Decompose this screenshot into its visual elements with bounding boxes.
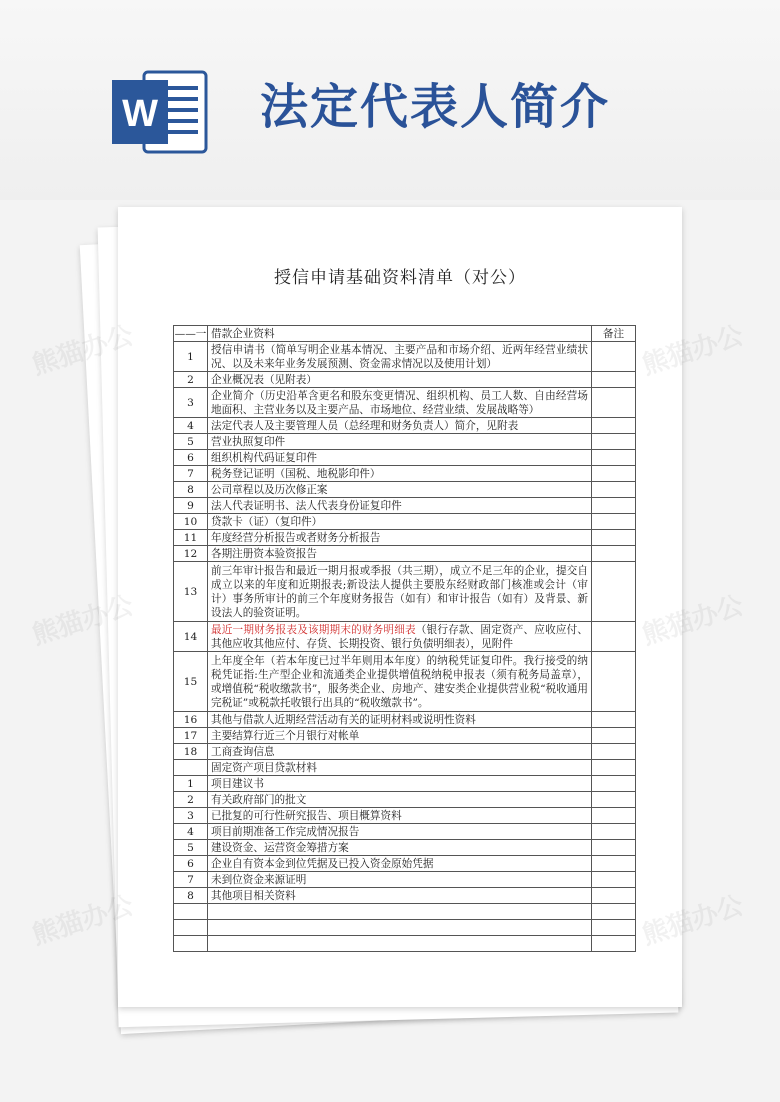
table-row bbox=[174, 326, 636, 342]
word-logo-icon bbox=[110, 68, 208, 156]
table-row bbox=[174, 776, 636, 792]
table-row bbox=[174, 824, 636, 840]
row-text bbox=[208, 622, 592, 652]
row-number bbox=[174, 920, 208, 936]
table-row bbox=[174, 434, 636, 450]
table-row bbox=[174, 450, 636, 466]
table-row bbox=[174, 546, 636, 562]
row-number: 16 bbox=[174, 712, 208, 728]
row-text bbox=[208, 936, 592, 952]
row-number: 14 bbox=[174, 622, 208, 652]
row-number: 4 bbox=[174, 418, 208, 434]
document-title: 授信申请基础资料清单（对公） bbox=[274, 268, 526, 288]
table-row bbox=[174, 498, 636, 514]
row-text: 企业简介（历史沿革含更名和股东变更情况、组织机构、员工人数、自由经营场地面积、主营业务以及主要产品、市场地位、经营业绩、发展战略等） bbox=[208, 388, 592, 418]
row-remark bbox=[592, 792, 636, 808]
table-row bbox=[174, 792, 636, 808]
row-remark bbox=[592, 514, 636, 530]
row-number: 7 bbox=[174, 466, 208, 482]
row-remark bbox=[592, 728, 636, 744]
row-remark bbox=[592, 744, 636, 760]
row-number bbox=[174, 760, 208, 776]
row-remark bbox=[592, 530, 636, 546]
row-remark bbox=[592, 342, 636, 372]
row-number: 13 bbox=[174, 562, 208, 622]
row-text: 各期注册资本验资报告 bbox=[208, 546, 592, 562]
table-row bbox=[174, 888, 636, 904]
row-remark bbox=[592, 760, 636, 776]
table-row bbox=[174, 466, 636, 482]
table-row bbox=[174, 342, 636, 372]
row-text: 前三年审计报告和最近一期月报或季报（共三期），成立不足三年的企业，提交自成立以来的年度和近期报表;新设法人提供主要股东经财政部门核准或会计（审计）事务所审计的前三个年度财务报告（如有）和审计报告（如有）及背景、新设法人的验资证明。 bbox=[208, 562, 592, 622]
row-text: 主要结算行近三个月银行对帐单 bbox=[208, 728, 592, 744]
row-remark bbox=[592, 824, 636, 840]
row-number: 6 bbox=[174, 856, 208, 872]
table-row bbox=[174, 482, 636, 498]
row-text: 贷款卡（证）（复印件） bbox=[208, 514, 592, 530]
table-row bbox=[174, 622, 636, 652]
row-number: 2 bbox=[174, 372, 208, 388]
watermark: 熊猫办公 bbox=[28, 590, 137, 652]
table-row bbox=[174, 562, 636, 622]
table-row bbox=[174, 530, 636, 546]
row-remark bbox=[592, 498, 636, 514]
row-remark: 备注 bbox=[592, 326, 636, 342]
row-remark bbox=[592, 482, 636, 498]
row-remark bbox=[592, 712, 636, 728]
row-number: 3 bbox=[174, 388, 208, 418]
row-text: 工商查询信息 bbox=[208, 744, 592, 760]
watermark: 熊猫办公 bbox=[28, 320, 137, 382]
section-heading: 固定资产项目贷款材料 bbox=[208, 760, 592, 776]
row-text: 法定代表人及主要管理人员（总经理和财务负责人）简介，见附表 bbox=[208, 418, 592, 434]
watermark: 熊猫办公 bbox=[638, 590, 747, 652]
table-row bbox=[174, 808, 636, 824]
table-row bbox=[174, 840, 636, 856]
row-remark bbox=[592, 546, 636, 562]
row-remark bbox=[592, 856, 636, 872]
row-remark bbox=[592, 652, 636, 712]
row-number bbox=[174, 936, 208, 952]
row-text: 已批复的可行性研究报告、项目概算资料 bbox=[208, 808, 592, 824]
row-number: 10 bbox=[174, 514, 208, 530]
row-text-rest: （银行存款、固定资产、应收应付、其他应收其他应付、存货、长期投资、银行负债明细表），见附件 bbox=[211, 623, 589, 650]
row-remark bbox=[592, 872, 636, 888]
row-number: 4 bbox=[174, 824, 208, 840]
watermark: 熊猫办公 bbox=[28, 890, 137, 952]
table-row bbox=[174, 372, 636, 388]
row-text bbox=[208, 920, 592, 936]
row-remark bbox=[592, 418, 636, 434]
svg-text:W: W bbox=[122, 93, 158, 135]
table-row bbox=[174, 514, 636, 530]
row-number: 15 bbox=[174, 652, 208, 712]
row-text: 项目前期准备工作完成情况报告 bbox=[208, 824, 592, 840]
table-row bbox=[174, 388, 636, 418]
row-text: 组织机构代码证复印件 bbox=[208, 450, 592, 466]
row-remark bbox=[592, 434, 636, 450]
table-row bbox=[174, 418, 636, 434]
row-text: 公司章程以及历次修正案 bbox=[208, 482, 592, 498]
row-remark bbox=[592, 936, 636, 952]
row-number: ——一 bbox=[174, 327, 207, 340]
row-remark bbox=[592, 372, 636, 388]
row-remark bbox=[592, 808, 636, 824]
table-row bbox=[174, 872, 636, 888]
row-number bbox=[174, 904, 208, 920]
row-remark bbox=[592, 622, 636, 652]
row-text: 授信申请书（简单写明企业基本情况、主要产品和市场介绍、近两年经营业绩状况、以及未来年业务发展预测、资金需求情况以及使用计划） bbox=[208, 342, 592, 372]
row-number: 12 bbox=[174, 546, 208, 562]
header-banner bbox=[0, 0, 780, 200]
row-text: 建设资金、运营资金筹措方案 bbox=[208, 840, 592, 856]
row-text: 企业自有资本金到位凭据及已投入资金原始凭据 bbox=[208, 856, 592, 872]
row-number: 5 bbox=[174, 434, 208, 450]
page-title: 法定代表人简介 bbox=[260, 79, 611, 135]
row-remark bbox=[592, 888, 636, 904]
row-remark bbox=[592, 904, 636, 920]
row-number: 11 bbox=[174, 530, 208, 546]
materials-table bbox=[173, 325, 636, 952]
row-remark bbox=[592, 562, 636, 622]
row-text: 未到位资金来源证明 bbox=[208, 872, 592, 888]
row-text: 其他与借款人近期经营活动有关的证明材料或说明性资料 bbox=[208, 712, 592, 728]
row-remark bbox=[592, 388, 636, 418]
table-row bbox=[174, 712, 636, 728]
row-remark bbox=[592, 450, 636, 466]
watermark: 熊猫办公 bbox=[638, 890, 747, 952]
table-row bbox=[174, 856, 636, 872]
row-number: 8 bbox=[174, 888, 208, 904]
row-number: 1 bbox=[174, 342, 208, 372]
row-number: 1 bbox=[174, 776, 208, 792]
row-number: 7 bbox=[174, 872, 208, 888]
row-number: 5 bbox=[174, 840, 208, 856]
row-number: 17 bbox=[174, 728, 208, 744]
row-remark bbox=[592, 840, 636, 856]
section-heading: 借款企业资料 bbox=[208, 326, 592, 342]
row-number: 3 bbox=[174, 808, 208, 824]
table-row bbox=[174, 920, 636, 936]
row-remark bbox=[592, 776, 636, 792]
row-text: 项目建议书 bbox=[208, 776, 592, 792]
row-text: 年度经营分析报告或者财务分析报告 bbox=[208, 530, 592, 546]
row-text: 上年度全年（若本年度已过半年则用本年度）的纳税凭证复印件。我行接受的纳税凭证指:生产型企业和流通类企业提供增值税纳税申报表（须有税务局盖章），或增值税“税收缴款书”，服务类企业、房地产、建安类企业提供营业税“税收通用完税证”或税款托收银行出具的“税收缴款书”。 bbox=[208, 652, 592, 712]
row-number: 8 bbox=[174, 482, 208, 498]
row-text: 税务登记证明（国税、地税影印件） bbox=[208, 466, 592, 482]
row-text: 营业执照复印件 bbox=[208, 434, 592, 450]
row-text: 其他项目相关资料 bbox=[208, 888, 592, 904]
row-number: 9 bbox=[174, 498, 208, 514]
table-row bbox=[174, 652, 636, 712]
row-number: 2 bbox=[174, 792, 208, 808]
row-remark bbox=[592, 920, 636, 936]
table-row bbox=[174, 760, 636, 776]
row-number: 6 bbox=[174, 450, 208, 466]
row-text: 有关政府部门的批文 bbox=[208, 792, 592, 808]
highlighted-text: 最近一期财务报表及该期期末的财务明细表 bbox=[211, 623, 416, 636]
table-row bbox=[174, 936, 636, 952]
table-row bbox=[174, 728, 636, 744]
row-text bbox=[208, 904, 592, 920]
watermark: 熊猫办公 bbox=[638, 320, 747, 382]
row-text: 企业概况表（见附表） bbox=[208, 372, 592, 388]
row-text: 法人代表证明书、法人代表身份证复印件 bbox=[208, 498, 592, 514]
table-row bbox=[174, 904, 636, 920]
row-number: 18 bbox=[174, 744, 208, 760]
table-row bbox=[174, 744, 636, 760]
document-page bbox=[118, 207, 682, 1007]
row-remark bbox=[592, 466, 636, 482]
